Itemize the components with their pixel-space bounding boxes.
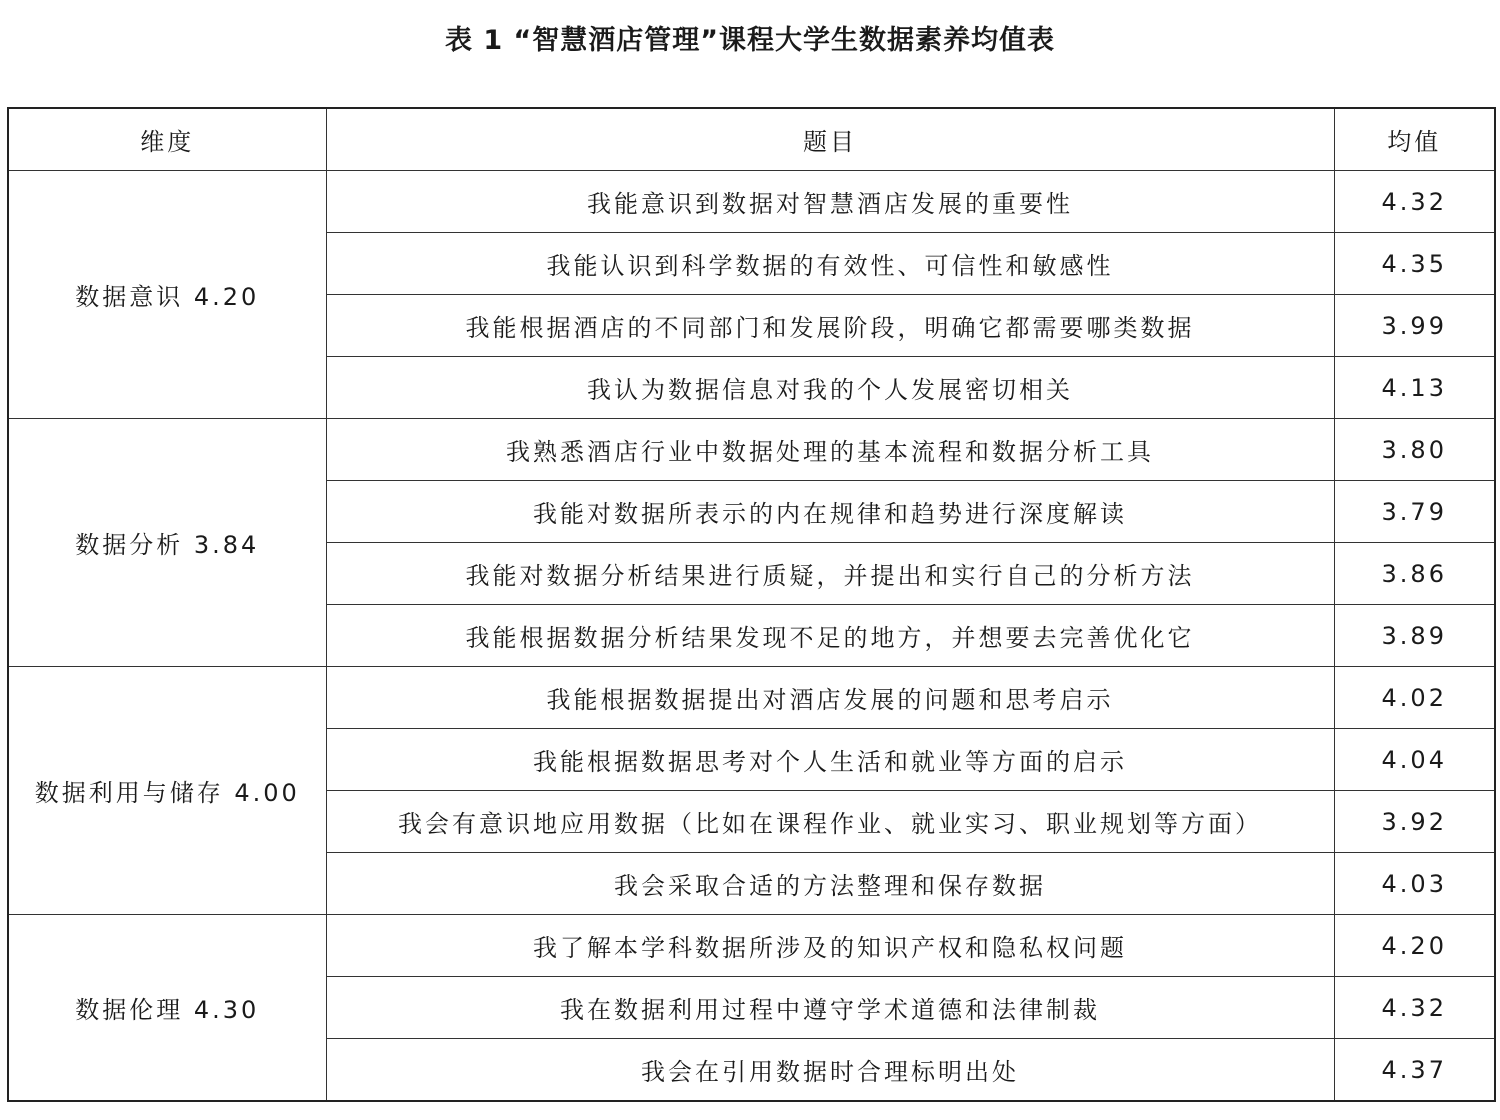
item-cell: 我熟悉酒店行业中数据处理的基本流程和数据分析工具: [326, 419, 1334, 481]
item-cell: 我能根据数据思考对个人生活和就业等方面的启示: [326, 729, 1334, 791]
mean-cell: 4.20: [1334, 915, 1495, 977]
header-dimension: 维度: [8, 108, 326, 171]
item-cell: 我能对数据分析结果进行质疑，并提出和实行自己的分析方法: [326, 543, 1334, 605]
item-cell: 我认为数据信息对我的个人发展密切相关: [326, 357, 1334, 419]
mean-cell: 4.35: [1334, 233, 1495, 295]
item-cell: 我了解本学科数据所涉及的知识产权和隐私权问题: [326, 915, 1334, 977]
mean-cell: 3.86: [1334, 543, 1495, 605]
mean-cell: 4.32: [1334, 977, 1495, 1039]
item-cell: 我能对数据所表示的内在规律和趋势进行深度解读: [326, 481, 1334, 543]
item-cell: 我会采取合适的方法整理和保存数据: [326, 853, 1334, 915]
table-title: 表 1 “智慧酒店管理”课程大学生数据素养均值表: [444, 25, 1056, 56]
item-cell: 我在数据利用过程中遵守学术道德和法律制裁: [326, 977, 1334, 1039]
header-item: 题目: [326, 108, 1334, 171]
item-cell: 我能认识到科学数据的有效性、可信性和敏感性: [326, 233, 1334, 295]
item-cell: 我会有意识地应用数据（比如在课程作业、就业实习、职业规划等方面）: [326, 791, 1334, 853]
dimension-cell: 数据意识 4.20: [8, 171, 326, 419]
mean-cell: 4.37: [1334, 1039, 1495, 1102]
dimension-cell: 数据伦理 4.30: [8, 915, 326, 1102]
item-cell: 我能意识到数据对智慧酒店发展的重要性: [326, 171, 1334, 233]
mean-cell: 4.13: [1334, 357, 1495, 419]
mean-cell: 3.92: [1334, 791, 1495, 853]
item-cell: 我能根据酒店的不同部门和发展阶段，明确它都需要哪类数据: [326, 295, 1334, 357]
data-literacy-mean-table: [7, 107, 1496, 1102]
mean-cell: 3.89: [1334, 605, 1495, 667]
table-row: [8, 667, 1495, 729]
header-mean: 均值: [1334, 108, 1495, 171]
mean-cell: 4.03: [1334, 853, 1495, 915]
table-row: [8, 171, 1495, 233]
mean-cell: 4.32: [1334, 171, 1495, 233]
table-row: [8, 915, 1495, 977]
mean-cell: 4.04: [1334, 729, 1495, 791]
mean-cell: 3.99: [1334, 295, 1495, 357]
item-cell: 我能根据数据提出对酒店发展的问题和思考启示: [326, 667, 1334, 729]
item-cell: 我会在引用数据时合理标明出处: [326, 1039, 1334, 1102]
table-row: [8, 419, 1495, 481]
item-cell: 我能根据数据分析结果发现不足的地方，并想要去完善优化它: [326, 605, 1334, 667]
dimension-cell: 数据分析 3.84: [8, 419, 326, 667]
header-row: [8, 108, 1495, 171]
mean-cell: 4.02: [1334, 667, 1495, 729]
mean-cell: 3.79: [1334, 481, 1495, 543]
mean-cell: 3.80: [1334, 419, 1495, 481]
dimension-cell: 数据利用与储存 4.00: [8, 667, 326, 915]
